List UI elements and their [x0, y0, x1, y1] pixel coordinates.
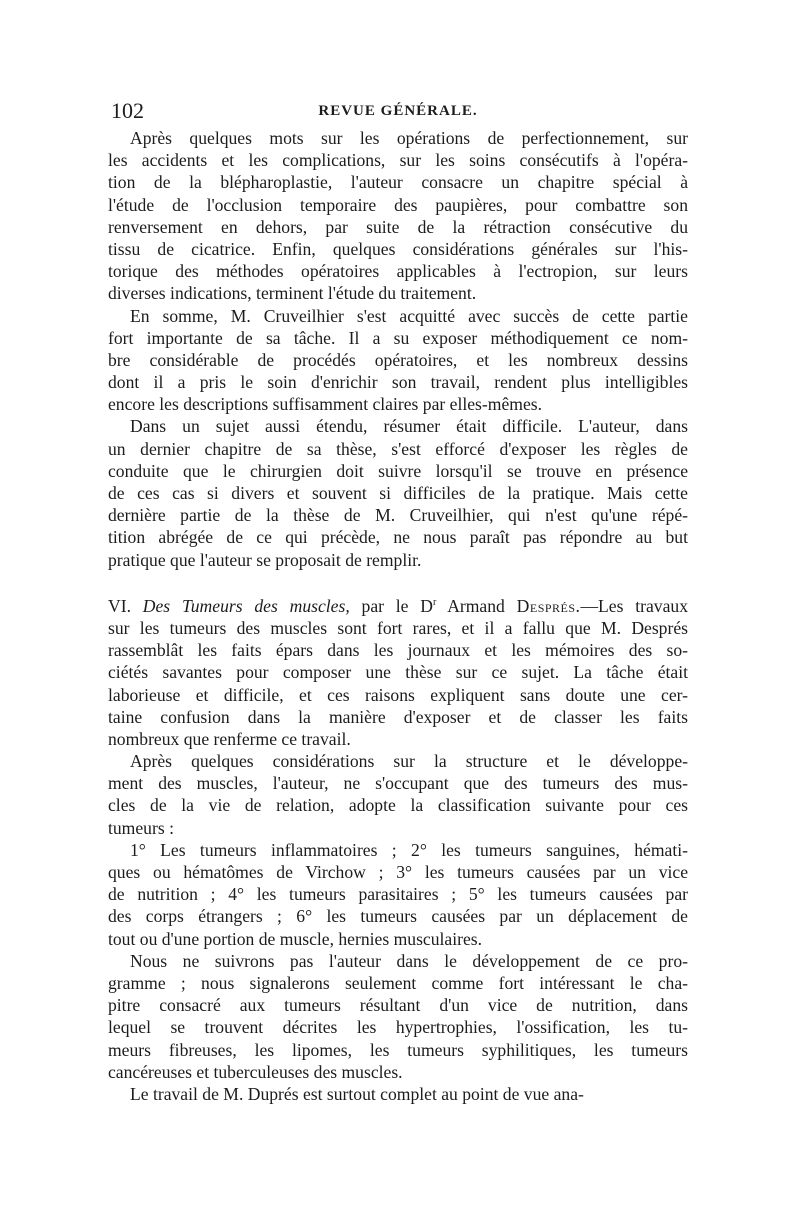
paragraph: [108, 305, 688, 416]
text-line: tumeurs :: [108, 817, 174, 838]
text-line: laborieuse et difficile, et ces raisons expliquent sans doute une cer-: [108, 684, 688, 705]
paragraph: [108, 839, 688, 950]
paragraphs-after-section: [108, 750, 688, 1105]
section-vi-body: [108, 617, 688, 750]
text-line: Après quelques mots sur les opérations de perfectionnement, sur: [130, 128, 688, 148]
text-line: fort importante de sa tâche. Il a su exposer méthodiquement ce nom-: [108, 327, 688, 348]
text-line: un dernier chapitre de sa thèse, s'est efforcé d'exposer les règles de: [108, 438, 688, 459]
author-last-name: Després.: [516, 595, 581, 616]
text-line: cancéreuses et tuberculeuses des muscles.: [108, 1061, 403, 1082]
text-line: dont il a pris le soin d'enrichir son travail, rendent plus intelligibles: [108, 372, 688, 393]
section-heading-rest: —Les travaux: [580, 595, 689, 616]
page-header: [108, 98, 688, 128]
text-line: diverses indications, terminent l'étude du traitement.: [108, 283, 477, 304]
section-vi: [108, 595, 688, 750]
text-line: nombreux que renferme ce travail.: [108, 728, 351, 749]
text-line: cles de la vie de relation, adopte la classification suivante pour ces: [108, 795, 688, 816]
text-line: pitre consacré aux tumeurs résultant d'un vice de nutrition, dans: [108, 995, 688, 1016]
text-line: pratique que l'auteur se proposait de remplir.: [108, 549, 422, 570]
text-line: encore les descriptions suffisamment claires par elles-mêmes.: [108, 394, 542, 415]
text-line: tout ou d'une portion de muscle, hernies musculaires.: [108, 928, 483, 949]
text-line: ment des muscles, l'auteur, ne s'occupant que des tumeurs des mus-: [108, 773, 688, 794]
text-line: lequel se trouvent décrites les hypertrophies, l'ossification, les tu-: [108, 1017, 688, 1038]
text-line: Nous ne suivrons pas l'auteur dans le développement de ce pro-: [130, 950, 688, 971]
text-line: renversement en dehors, par suite de la rétraction consécutive du: [108, 216, 688, 237]
section-vi-heading-line: [108, 595, 688, 617]
text-line: sur les tumeurs des muscles sont fort rares, et il a fallu que M. Després: [108, 617, 688, 638]
running-title: REVUE GÉNÉRALE.: [318, 103, 478, 119]
text-line: En somme, M. Cruveilhier s'est acquitté avec succès de cette partie: [130, 305, 688, 326]
text-line: tissu de cicatrice. Enfin, quelques considérations générales sur l'his-: [108, 238, 688, 259]
text-line: Le travail de M. Duprés est surtout complet au point de vue ana-: [130, 1083, 584, 1104]
page-body: [108, 127, 688, 1105]
section-gap: [108, 571, 688, 595]
paragraphs-before-section: [108, 127, 688, 571]
text-line: bre considérable de procédés opératoires, et les nombreux dessins: [108, 349, 688, 370]
section-by: par le D: [361, 595, 433, 616]
section-title: Des Tumeurs des muscles,: [142, 595, 350, 616]
text-line: de nutrition ; 4° les tumeurs parasitaires ; 5° les tumeurs causées par: [108, 884, 688, 905]
text-line: les accidents et les complications, sur les soins consécutifs à l'opéra-: [108, 150, 688, 171]
text-line: ciétés savantes pour composer une thèse sur ce sujet. La tâche était: [108, 662, 688, 683]
text-line: conduite que le chirurgien doit suivre lorsqu'il se trouve en présence: [108, 460, 688, 481]
section-numeral: VI.: [108, 595, 131, 616]
paragraph: [108, 127, 688, 305]
paragraph: [108, 415, 688, 570]
text-line: rassemblât les faits épars dans les journaux et les mémoires des so-: [108, 640, 688, 661]
text-line: Dans un sujet aussi étendu, résumer était difficile. L'auteur, dans: [130, 416, 688, 437]
text-line: ques ou hématômes de Virchow ; 3° les tumeurs causées par un vice: [108, 862, 688, 882]
text-line: des corps étrangers ; 6° les tumeurs causées par un déplacement de: [108, 906, 688, 927]
text-line: l'étude de l'occlusion temporaire des paupières, pour combattre son: [108, 194, 688, 215]
author-first-name: Armand: [447, 595, 505, 616]
dr-superscript: r: [433, 596, 437, 608]
text-line: 1° Les tumeurs inflammatoires ; 2° les tumeurs sanguines, hémati-: [130, 839, 688, 860]
paragraph: [108, 950, 688, 1083]
text-line: dernière partie de la thèse de M. Cruveilhier, qui n'est qu'une répé-: [108, 505, 688, 526]
paragraph: [108, 750, 688, 839]
text-line: Après quelques considérations sur la structure et le développe-: [130, 751, 688, 772]
text-line: tion de la blépharoplastie, l'auteur consacre un chapitre spécial à: [108, 172, 688, 193]
paragraph: [108, 1083, 688, 1105]
text-line: torique des méthodes opératoires applicables à l'ectropion, sur leurs: [108, 261, 688, 282]
text-line: gramme ; nous signalerons seulement comme fort intéressant le cha-: [108, 972, 688, 993]
text-line: meurs fibreuses, les lipomes, les tumeurs syphilitiques, les tumeurs: [108, 1039, 688, 1060]
page-number: 102: [111, 98, 144, 123]
text-line: tition abrégée de ce qui précède, ne nous paraît pas répondre au but: [108, 527, 688, 548]
text-line: taine confusion dans la manière d'exposer et de classer les faits: [108, 706, 688, 727]
text-line: de ces cas si divers et souvent si difficiles de la pratique. Mais cette: [108, 483, 688, 503]
